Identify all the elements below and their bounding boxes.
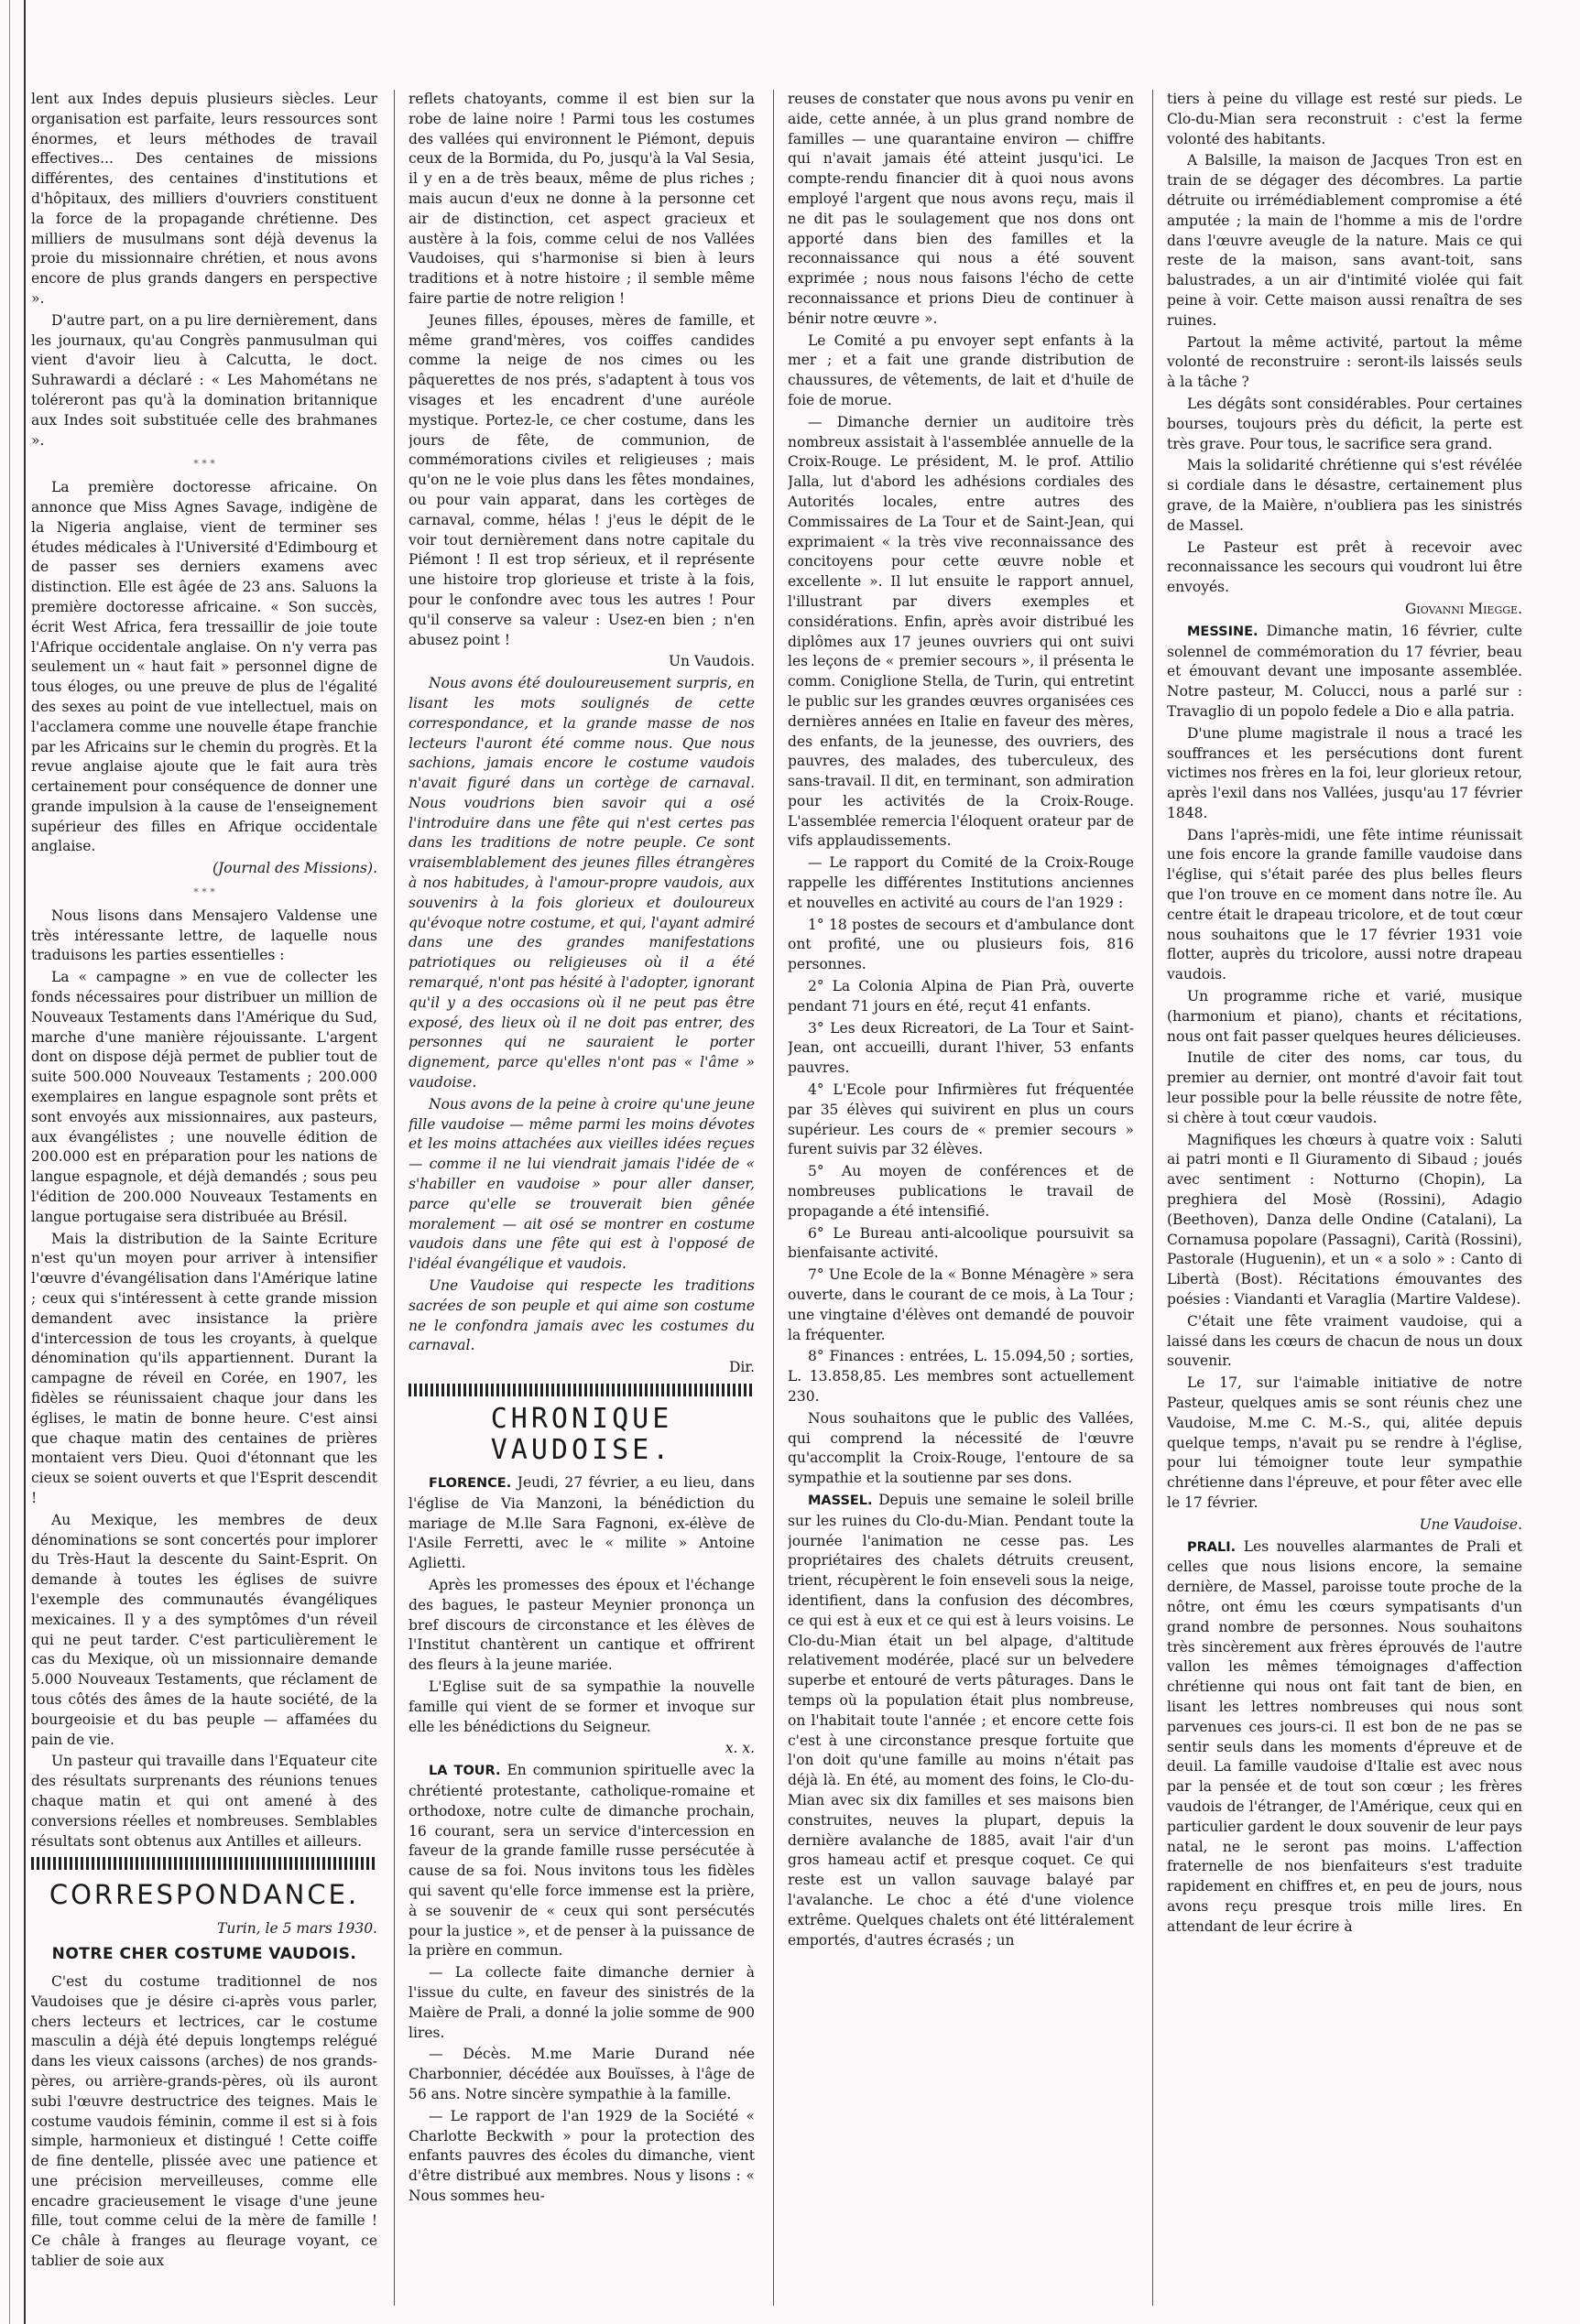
paragraph: Nous avons été douloureusement surpris, en lisant les mots soulignés de cette correspondance, et la grande masse de nos lecteurs l'auront été comme nous. Que nous sachions, jamais encore le costume vaudois n'avait figuré dans un cortège de carnaval. Nous voudrions bien savoir qui a osé l'introduire dans une fête qui n'est certes pas dans les traditions de notre peuple. Ce sont vraisemblablement des jeunes filles étrangères à nos habitudes, à l'amour-propre vaudois, aux souvenirs à la fois glorieux et douloureux qu'évoque notre costume, et qui, l'ayant admiré dans une des grandes manifestations patriotiques ou religieuses où il a été remarqué, n'ont pas hésité à l'adopter, ignorant qu'il y a des occasions où il ne peut pas être exposé, des lieux où il ne doit pas entrer, des personnes qui ne sauraient le porter dignement, parce qu'elles n'ont pas « l'âme » vaudoise. [409, 675, 755, 1091]
paragraph: Une Vaudoise qui respecte les traditions sacrées de son peuple et qui aime son costume ne le confondra jamais avec les costumes du carnaval. [409, 1277, 755, 1354]
paragraph: A Balsille, la maison de Jacques Tron est en train de se dégager des décombres. La partie détruite ou irrémédiablement compromise a été amputée ; la main de l'homme a mis de l'ordre dans l'œuvre aveugle de la nature. Mais ce qui reste de la maison, sans avant-toit, sans balustrades, a un air d'intimité violée qui fait peine à voir. Cette maison aussi renaîtra de ses ruines. [1167, 152, 1522, 329]
paragraph: D'une plume magistrale il nous a tracé les souffrances et les persécutions dont furent victimes nos frères en la foi, leur glorieux retour, après l'exil dans nos Vallées, jusqu'au 17 février 1848. [1167, 724, 1522, 821]
section-title-chronique: CHRONIQUE VAUDOISE. [490, 1403, 673, 1466]
paragraph: — Le rapport de l'an 1929 de la Société « Charlotte Beckwith » pour la protection des enfants pauvres des écoles du dimanche, vient d'être distribué aux membres. Nous y lisons : « Nous sommes heu- [409, 2107, 755, 2204]
column-2 [409, 90, 755, 2306]
column-4 [1167, 90, 1522, 2306]
paragraph: Au Mexique, les membres de deux dénominations se sont concertés pour implorer du Très-Haut la descente du Saint-Esprit. On demande à toutes les églises de suivre l'exemple des communautés évangéliques mexicaines. Il y a des symptômes d'un réveil qui ne peut tarder. C'est particulièrement le cas du Mexique, où un missionnaire demande 5.000 Nouveaux Testaments, que réclament de tous côtés des âmes de la haute société, de la bourgeoisie et du bas peuple — affamées du pain de vie. [31, 1511, 377, 1748]
paragraph: Jeunes filles, épouses, mères de famille, et même grand'mères, vos coiffes candides comme la neige de nos cimes ou les pâquerettes de nos prés, s'adaptent à tous vos visages et les encadrent d'une auréole mystique. Portez-le, ce cher costume, dans les jours de fête, de communion, de commémorations civiles et religieuses ; mais qu'on ne le voie plus dans les fêtes mondaines, ou pour vain apparat, dans les cortèges de carnaval, comme, hélas ! j'eus le dépit de le voir tout dernièrement dans notre capitale du Piémont ! Il est trop sérieux, et il représente une histoire trop glorieuse et triste à la fois, pour le confondre avec tous les autres ! Pour qu'il conserve sa valeur : Usez-en bien ; n'en abusez point ! [409, 311, 755, 648]
paragraph: C'est du costume traditionnel de nos Vaudoises que je désire ci-après vous parler, chers lecteurs et lectrices, car le costume masculin a déjà été depuis longtemps relégué dans les vieux caissons (arches) de nos grands-pères, ou arrière-grands-pères, où ils auront subi l'œuvre destructrice des teignes. Mais le costume vaudois féminin, comme il est si à fois simple, harmonieux et distingué ! Cette coiffe de fine dentelle, plissée avec une patience et une précision merveilleuses, comme elle encadre gracieusement le visage d'une jeune fille, tout comme celui de la mère de famille ! Ce châle à franges au fleurage voyant, ce tablier de soie aux [31, 1972, 377, 2270]
place-name: FLORENCE. [429, 1476, 512, 1491]
section-title-correspondance: CORRESPONDANCE. [49, 1879, 360, 1911]
place-name: PRALI. [1187, 1539, 1237, 1555]
signature: Giovanni Miegge. [1405, 600, 1522, 617]
list-item: 8° Finances : entrées, L. 15.094,50 ; sorties, L. 13.858,85. Les membres sont actuellement 230. [788, 1348, 1134, 1405]
paragraph: Inutile de citer des noms, car tous, du premier au dernier, ont montré d'avoir fait tout leur possible pour la belle réussite de notre fête, si chère à tout cœur vaudois. [1167, 1049, 1522, 1126]
paragraph [1167, 622, 1522, 722]
list-item: 3° Les deux Ricreatori, de La Tour et Saint-Jean, ont accueilli, durant l'hiver, 53 enfants pauvres. [788, 1019, 1134, 1077]
paragraph: — Décès. M.me Marie Durand née Charbonnier, décédée aux Bouïsses, à l'âge de 56 ans. Notre sincère sympathie à la famille. [409, 2046, 755, 2102]
signature: Une Vaudoise. [1419, 1515, 1522, 1533]
signature: Dir. [728, 1359, 755, 1376]
paragraph: — Dimanche dernier un auditoire très nombreux assistait à l'assemblée annuelle de la Croix-Rouge. Le président, M. le prof. Attilio Jalla, lut d'abord les adhésions cordiales des Autorités locales, entre autres des Commissaires de La Tour et de Saint-Jean, qui exprimaient « la très vive reconnaissance des concitoyens pour cette œuvre noble et excellente ». Il lut ensuite le rapport annuel, l'illustrant par divers exemples et considérations. Enfin, après avoir distribué les diplômes aux 17 jeunes ouvriers qui ont suivi les leçons de « premier secours », il présenta le comm. Coniglione Stella, de Turin, qui entretint le public sur les grandes œuvres organisées ces dernières années en Italie en faveur des mères, des enfants, de la jeunesse, des ouvriers, des pauvres, des malades, des tuberculeux, des sans-travail. Il dit, en terminant, son admiration pour les activités de la Croix-Rouge. L'assemblée remercia l'éloquent orateur par de vifs applaudissements. [788, 413, 1134, 850]
paragraph: — Le rapport du Comité de la Croix-Rouge rappelle les différentes Institutions anciennes et nouvelles en activité au cours de l'an 1929 : [788, 854, 1134, 911]
paragraph: Magnifiques les chœurs à quatre voix : Saluti ai patri monti e Il Giuramento di Sibaud ; joués avec sentiment : Notturno (Chopin), La preghiera del Mosè (Rossini), Adagio (Beethoven), Danza delle Ondine (Catalani), La Cornamusa popolare (Passagni), Carità (Rossini), Pastorale (Huguenin), et un « a solo » : Canto di Libertà (Bost). Récitations émouvantes des poésies : Viandanti et Varaglia (Martire Valdese). [1167, 1131, 1522, 1309]
paragraph: Partout la même activité, partout la même volonté de reconstruire : seront-ils laissés seuls à la tâche ? [1167, 333, 1522, 391]
dateline: Turin, le 5 mars 1930. [217, 1920, 377, 1938]
paragraph: Nous lisons dans Mensajero Valdense une très intéressante lettre, de laquelle nous traduisons les parties essentielles : [31, 907, 377, 964]
paragraph: — La collecte faite dimanche dernier à l'issue du culte, en faveur des sinistrés de la Maière de Prali, a donné la jolie somme de 900 lires. [409, 1964, 755, 2041]
columns [31, 90, 1522, 2306]
paragraph-text: Depuis une semaine le soleil brille sur les ruines du Clo-du-Mian. Pendant toute la journée l'animation ne cesse pas. Les propriétaires des chalets détruits creusent, trient, récupèrent le foin enseveli sous la neige, identifient, dans la confusion des décombres, ce qui est à eux et ce qui est à leurs voisins. Le Clo-du-Mian était un bel alpage, d'altitude relativement modérée, placé sur un belvedere superbe et entouré de verts pâturages. Dans le temps où la population était plus nombreuse, on l'habitait toute l'année ; et encore cette fois c'est à une circonstance presque fortuite que l'on doit qu'une famille au moins n'était pas déjà là. En été, au moment des foins, le Clo-du-Mian avec six dix familles et ses maisons bien construites, neuves la plupart, depuis la dernière avalanche de 1885, avait l'air d'un gros hameau actif et presque coquet. Ce qui reste est un vallon sauvage balayé par l'avalanche. Le choc a été d'une violence extrême. Quelques chalets ont été littéralement emportés, d'autres écrasés ; un [788, 1491, 1134, 1949]
paragraph: Dans l'après-midi, une fête intime réunissait une fois encore la grande famille vaudoise dans l'église, qui s'était parée des plus belles fleurs que l'on trouve en ce moment dans notre île. Au centre était le drapeau tricolore, et de tout cœur nous souhaitons que le 17 février 1931 voie flotter, auprès du tricolore, aussi notre drapeau vaudois. [1167, 826, 1522, 983]
paragraph: Les dégâts sont considérables. Pour certaines bourses, toujours près du déficit, la perte est très grave. Pour tous, le sacrifice sera grand. [1167, 395, 1522, 452]
paragraph: Nous souhaitons que le public des Vallées, qui comprend la nécessité de l'œuvre qu'accomplit la Croix-Rouge, l'entoure de sa sympathie et la soutienne par ses dons. [788, 1409, 1134, 1487]
list-item: 5° Au moyen de conférences et de nombreuses publications le travail de propagande a été intensifié. [788, 1163, 1134, 1220]
list-item: 7° Une Ecole de la « Bonne Ménagère » sera ouverte, dans le courant de ce mois, à La Tour ; une vingtaine d'élèves ont demandé de pouvoir la fréquenter. [788, 1266, 1134, 1343]
paragraph [1167, 1537, 1522, 1938]
paragraph: Nous avons de la peine à croire qu'une jeune fille vaudoise — même parmi les moins dévotes et les moins attachées aux vieilles idées reçues — comme il ne lui viendrait jamais l'idée de « s'habiller en vaudoise » pour aller danser, parce qu'elle se trouverait bien gênée moralement — ait osé se montrer en costume vaudois dans une fête qui est à l'opposé de l'idéal évangélique et vaudois. [409, 1095, 755, 1273]
paragraph-text: Les nouvelles alarmantes de Prali et celles que nous lisions encore, la semaine dernière, de Massel, paroisse toute proche de la nôtre, ont ému les cœurs sympatisants d'un grand nombre de personnes. Nous souhaitons très sincèrement aux frères éprouvés de l'autre vallon les mêmes témoignages d'affection chrétienne qui nous ont fait tant de bien, en lisant les lettres nombreuses qui nous sont parvenues ces jours-ci. Il est bon de ne pas se sentir seuls dans les moments d'épreuve et de deuil. La famille vaudoise d'Italie est avec nous par la pensée et de tout son cœur ; les frères vaudois de l'étranger, de l'Amérique, ceux qui en particulier gardent le doux souvenir de leur pays natal, ne le seront pas moins. L'affection fraternelle de nos bienfaiteurs s'est traduite rapidement en chiffres et, en peu de jours, nous avons reçu presque trois mille lires. En attendant de leur écrire à [1167, 1537, 1522, 1935]
paragraph-text: Dimanche matin, 16 février, culte solennel de commémoration du 17 février, beau et émouvant devant une imposante assemblée. Notre pasteur, M. Colucci, nous a parlé sur : Travaglio di un popolo fedele a Dio e alla patria. [1167, 622, 1522, 720]
place-name: LA TOUR. [429, 1764, 501, 1779]
paragraph: La « campagne » en vue de collecter les fonds nécessaires pour distribuer un million de Nouveaux Testaments dans l'Amérique du Sud, marche d'une manière réjouissante. L'argent dont on dispose déjà permet de publier tout de suite 500.000 Nouveaux Testaments ; 200.000 exemplaires en langue espagnole sont prêts et sont envoyés aux missionnaires, aux pasteurs, aux évangélistes ; une nouvelle édition de 200.000 est en préparation pour les nations de langue espagnole, et déjà demandés ; sous peu l'édition de 200.000 Nouveaux Testaments en langue portugaise sera distribuée au Brésil. [31, 969, 377, 1225]
paragraph: L'Eglise suit de sa sympathie la nouvelle famille qui vient de se former et invoque sur elle les bénédictions du Seigneur. [409, 1678, 755, 1735]
decorative-rule [409, 1384, 755, 1396]
page-binding-rule [24, 0, 26, 2324]
paragraph: D'autre part, on a pu lire dernièrement, dans les journaux, qu'au Congrès panmusulman qui vient d'avoir lieu à Calcutta, le doct. Suhrawardi a déclaré : « Les Mahométans ne toléreront pas qu'à la domination britannique aux Indes soit substituée celle des brahmanes ». [31, 311, 377, 449]
list-item: 1° 18 postes de secours et d'ambulance dont ont profité, une ou plusieurs fois, 816 personnes. [788, 916, 1134, 973]
signature: x. x. [725, 1740, 755, 1757]
column-3 [788, 90, 1134, 2306]
paragraph: Un programme riche et varié, musique (harmonium et piano), chants et récitations, nous ont fait passer quelques heures délicieuses. [1167, 988, 1522, 1045]
paragraph: Le Comité a pu envoyer sept enfants à la mer ; et a fait une grande distribution de chaussures, de vêtements, de lait et d'huile de foie de morue. [788, 331, 1134, 408]
page-edge-rule [9, 0, 10, 2324]
paragraph: reuses de constater que nous avons pu venir en aide, cette année, à un plus grand nombre de familles — une quarantaine environ — chiffre qui n'avait jamais été atteint jusqu'ici. Le compte-rendu financier dit à quoi nous avons employé l'argent que nous avons reçu, mais il ne dit pas le soulagement que nos dons ont apporté dans bien des familles et la reconnaissance qui nous a été souvent exprimée ; nous nous faisons l'écho de cette reconnaissance et prions Dieu de continuer à bénir notre œuvre ». [788, 91, 1134, 327]
paragraph: Le Pasteur est prêt à recevoir avec reconnaissance les secours qui voudront lui être envoyés. [1167, 538, 1522, 596]
paragraph: tiers à peine du village est resté sur pieds. Le Clo-du-Mian sera reconstruit : c'est la ferme volonté des habitants. [1167, 91, 1522, 147]
signature: Un Vaudois. [668, 653, 755, 670]
list-item: 2° La Colonia Alpina de Pian Prà, ouverte pendant 71 jours en été, reçut 41 enfants. [788, 978, 1134, 1015]
paragraph-text: En communion spirituelle avec la chrétienté protestante, catholique-romaine et orthodoxe, notre culte de dimanche prochain, 16 courant, sera un service d'intercession en faveur de la grande famille russe persécutée à cause de sa foi. Nous invitons tous les fidèles qui savent qu'elle force immense est la prière, à se souvenir de « ceux qui sont persécutés pour la justice », et de penser à la puissance de la prière en commun. [409, 1762, 755, 1960]
place-name: MASSEL. [808, 1493, 873, 1508]
separator-stars: * * * [193, 458, 215, 471]
paragraph: Un pasteur qui travaille dans l'Equateur cite des résultats surprenants des réunions tenues chaque matin et qui ont amené à des conversions réelles et nombreuses. Semblables résultats sont obtenus aux Antilles et ailleurs. [31, 1753, 377, 1850]
place-name: MESSINE. [1187, 624, 1259, 639]
paragraph: La première doctoresse africaine. On annonce que Miss Agnes Savage, indigène de la Nigeria anglaise, vient de terminer ses études médicales à l'Université d'Edimbourg et de passer ses derniers examens avec distinction. Elle est âgée de 23 ans. Saluons la première doctoresse africaine. « Son succès, écrit West Africa, fera tressaillir de joie toute l'Afrique occidentale anglaise. On n'y verra pas seulement un « haut fait » personnel digne de tous éloges, ou une preuve de plus de l'égalité des sexes au point de vue intellectuel, mais on l'acclamera comme une nouvelle étape franchie par les Africains sur le chemin du progrès. Et la revue anglaise ajoute que le fait aura très certainement pour conséquence de donner une grande impulsion à la cause de l'enseignement supérieur des filles en Afrique occidentale anglaise. [31, 479, 377, 855]
paragraph: Le 17, sur l'aimable initiative de notre Pasteur, quelques amis se sont réunis chez une Vaudoise, M.me C. M.-S., qui, alitée depuis quelque temps, n'avait pu se rendre à l'église, pour lui témoigner toute leur sympathie chrétienne dans l'épreuve, et pour fêter avec elle le 17 février. [1167, 1374, 1522, 1511]
list-item: 4° L'Ecole pour Infirmières fut fréquentée par 35 élèves qui suivirent en plus un cours supérieur. Les cours de « premier secours » furent suivis par 32 élèves. [788, 1081, 1134, 1158]
signature: (Journal des Missions). [212, 860, 377, 877]
paragraph: Mais la distribution de la Sainte Ecriture n'est qu'un moyen pour arriver à intensifier l'œuvre d'évangélisation dans l'Amérique latine ; ceux qui s'intéressent à cette grande mission demandent avec insistance la prière d'intercession de tous les croyants, à quelque dénomination qu'ils appartiennent. Durant la campagne de réveil en Corée, en 1907, les fidèles se réunissaient chaque jour dans les églises, le matin de bonne heure. C'est ainsi que chaque matin des centaines de prières montaient vers Dieu. Quoi d'étonnant que les cieux se soient ouverts et que l'Esprit descendit ! [31, 1230, 377, 1506]
decorative-rule [31, 1857, 377, 1870]
column-1 [31, 90, 377, 2306]
paragraph-text: Jeudi, 27 février, a eu lieu, dans l'église de Via Manzoni, la bénédiction du mariage de M.lle Sara Fagnoni, ex-élève de l'Asile Ferretti, avec le « milite » Antoine Aglietti. [409, 1474, 755, 1572]
paragraph [409, 1761, 755, 1961]
paragraph: Après les promesses des époux et l'échange des bagues, le pasteur Meynier prononça un bref discours de circonstance et les élèves de l'Institut chantèrent un cantique et offrirent des fleurs à la jeune mariée. [409, 1576, 755, 1674]
separator-stars: * * * [193, 886, 215, 899]
paragraph [409, 1473, 755, 1574]
paragraph: Mais la solidarité chrétienne qui s'est révélée si cordiale dans le désastre, certainement plus grave, de la Maière, n'oubliera pas les sinistrés de Massel. [1167, 457, 1522, 534]
paragraph: C'était une fête vraiment vaudoise, qui a laissé dans les cœurs de chacun de nous un doux souvenir. [1167, 1312, 1522, 1370]
article-title: NOTRE CHER COSTUME VAUDOIS. [51, 1945, 357, 1964]
list-item: 6° Le Bureau anti-alcoolique poursuivit sa bienfaisante activité. [788, 1224, 1134, 1262]
paragraph: lent aux Indes depuis plusieurs siècles. Leur organisation est parfaite, leurs ressources sont énormes, et leurs méthodes de travail effectives... Des centaines de missions différentes, des centaines d'institutions et d'hôpitaux, des milliers d'ouvriers constituent la force de la propagande chrétienne. Des milliers de musulmans sont déjà devenus la proie du missionnaire chrétien, et nous avons encore de plus grands dangers en perspective ». [31, 91, 377, 307]
paragraph [788, 1491, 1134, 1950]
paragraph: reflets chatoyants, comme il est bien sur la robe de laine noire ! Parmi tous les costumes des vallées qui environnent le Piémont, depuis ceux de la Bormida, du Po, jusqu'à la Val Sesia, il y en a de très beaux, même de plus riches ; mais aucun d'eux ne donne à la personne cet air de distinction, cet aspect gracieux et austère à la fois, comme celui de nos Vallées Vaudoises, qui s'harmonise si bien à leurs traditions et à notre histoire ; il semble même faire partie de notre religion ! [409, 91, 755, 307]
